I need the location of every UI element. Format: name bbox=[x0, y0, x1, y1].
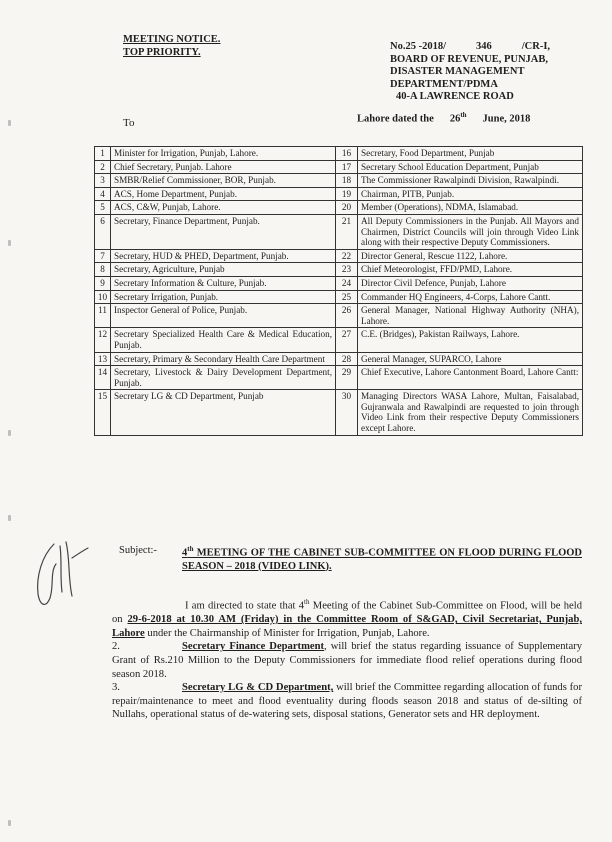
recipient-name: Chief Meteorologist, FFD/PMD, Lahore. bbox=[358, 263, 583, 277]
recipient-number: 12 bbox=[95, 328, 111, 352]
recipient-number: 8 bbox=[95, 263, 111, 277]
recipient-number: 28 bbox=[336, 352, 358, 366]
recipient-name: Managing Directors WASA Lahore, Multan, Faisalabad, Gujranwala and Rawalpindi are requested to join through Video Link from their respective Deputy Commissioners except Lahore. bbox=[358, 390, 583, 435]
recipient-name: Secretary, Agriculture, Punjab bbox=[111, 263, 336, 277]
recipient-number: 9 bbox=[95, 276, 111, 290]
recipient-name: Member (Operations), NDMA, Islamabad. bbox=[358, 201, 583, 215]
table-row bbox=[95, 147, 583, 161]
recipient-number: 13 bbox=[95, 352, 111, 366]
recipient-name: Director Civil Defence, Punjab, Lahore bbox=[358, 276, 583, 290]
recipient-name: Chairman, PITB, Punjab. bbox=[358, 187, 583, 201]
recipient-number: 4 bbox=[95, 187, 111, 201]
scan-mark bbox=[8, 430, 11, 436]
recipient-name: Secretary LG & CD Department, Punjab bbox=[111, 390, 336, 435]
scan-mark bbox=[8, 120, 11, 126]
recipient-number: 22 bbox=[336, 249, 358, 263]
scan-mark bbox=[8, 515, 11, 521]
recipient-number: 23 bbox=[336, 263, 358, 277]
table-row bbox=[95, 201, 583, 215]
notice-line-2: TOP PRIORITY. bbox=[123, 46, 201, 58]
recipient-name: Chief Executive, Lahore Cantonment Board, Lahore Cantt: bbox=[358, 366, 583, 390]
recipient-number: 3 bbox=[95, 174, 111, 188]
notice-line-1: MEETING NOTICE. bbox=[123, 34, 221, 45]
meeting-notice-heading bbox=[123, 34, 220, 59]
recipient-name: Secretary School Education Department, Punjab bbox=[358, 160, 583, 174]
scan-mark bbox=[8, 820, 11, 826]
recipient-name: All Deputy Commissioners in the Punjab. All Mayors and Chairmen, District Councils will join through Video Link along with their respective Deputy Commissioners. bbox=[358, 214, 583, 249]
recipient-name: ACS, Home Department, Punjab. bbox=[111, 187, 336, 201]
subject-text: 4th MEETING OF THE CABINET SUB-COMMITTEE ON FLOOD DURING FLOOD SEASON – 2018 (VIDEO LINK). bbox=[182, 545, 582, 572]
office-line-2: DISASTER MANAGEMENT bbox=[390, 66, 525, 77]
table-row bbox=[95, 304, 583, 328]
recipient-number: 5 bbox=[95, 201, 111, 215]
recipient-name: The Commissioner Rawalpindi Division, Rawalpindi. bbox=[358, 174, 583, 188]
recipient-number: 29 bbox=[336, 366, 358, 390]
finance-department-heading: Secretary Finance Department bbox=[182, 641, 325, 653]
recipient-name: Secretary, Primary & Secondary Health Care Department bbox=[111, 352, 336, 366]
recipient-name: Director General, Rescue 1122, Lahore. bbox=[358, 249, 583, 263]
recipient-number: 14 bbox=[95, 366, 111, 390]
office-line-3: DEPARTMENT/PDMA bbox=[390, 78, 498, 90]
recipient-number: 10 bbox=[95, 290, 111, 304]
recipient-number: 21 bbox=[336, 214, 358, 249]
table-row bbox=[95, 249, 583, 263]
paragraph-2: 2. Secretary Finance Department, will brief the status regarding issuance of Supplementary Grant of Rs.210 Million to the Deputy Commissioners for immediate flood relief operations during flood season 2018. bbox=[112, 641, 582, 680]
table-row bbox=[95, 328, 583, 352]
recipient-number: 1 bbox=[95, 147, 111, 161]
table-row bbox=[95, 290, 583, 304]
recipient-name: Secretary, Food Department, Punjab bbox=[358, 147, 583, 161]
notice-body bbox=[112, 596, 582, 722]
recipient-name: Secretary, Livestock & Dairy Development Department, Punjab. bbox=[111, 366, 336, 390]
scan-mark bbox=[8, 240, 11, 246]
recipient-name: General Manager, SUPARCO, Lahore bbox=[358, 352, 583, 366]
recipient-name: Secretary Information & Culture, Punjab. bbox=[111, 276, 336, 290]
subject-label: Subject:- bbox=[119, 545, 157, 556]
recipient-name: General Manager, National Highway Authority (NHA), Lahore. bbox=[358, 304, 583, 328]
recipient-name: ACS, C&W, Punjab, Lahore. bbox=[111, 201, 336, 215]
to-label: To bbox=[123, 117, 135, 129]
recipient-number: 11 bbox=[95, 304, 111, 328]
recipient-number: 7 bbox=[95, 249, 111, 263]
recipient-name: SMBR/Relief Commissioner, BOR, Punjab. bbox=[111, 174, 336, 188]
recipient-number: 19 bbox=[336, 187, 358, 201]
table-row bbox=[95, 214, 583, 249]
recipient-number: 26 bbox=[336, 304, 358, 328]
recipient-number: 18 bbox=[336, 174, 358, 188]
recipient-number: 25 bbox=[336, 290, 358, 304]
table-row bbox=[95, 390, 583, 435]
recipients-table bbox=[94, 146, 583, 436]
recipient-name: Inspector General of Police, Punjab. bbox=[111, 304, 336, 328]
table-row bbox=[95, 160, 583, 174]
table-row bbox=[95, 276, 583, 290]
meeting-date-venue: 29-6-2018 at 10.30 AM (Friday) in the Committee Room of S&GAD, Civil Secretariat, Punjab, Lahore bbox=[112, 614, 582, 639]
paragraph-1: I am directed to state that 4th Meeting of the Cabinet Sub-Committee on Flood, will be held on 29-6-2018 at 10.30 AM (Friday) in the Committee Room of S&GAD, Civil Secretariat, Punjab, Lahore under the Chairmanship of Minister for Irrigation, Punjab, Lahore. bbox=[112, 598, 582, 639]
recipient-name: Minister for Irrigation, Punjab, Lahore. bbox=[111, 147, 336, 161]
recipient-number: 24 bbox=[336, 276, 358, 290]
recipient-name: Secretary Irrigation, Punjab. bbox=[111, 290, 336, 304]
handwritten-initials bbox=[32, 536, 92, 616]
table-row bbox=[95, 187, 583, 201]
recipient-number: 17 bbox=[336, 160, 358, 174]
table-row bbox=[95, 174, 583, 188]
recipient-number: 6 bbox=[95, 214, 111, 249]
office-address-block bbox=[390, 41, 550, 104]
office-line-1: BOARD OF REVENUE, PUNJAB, bbox=[390, 53, 548, 65]
date-line: Lahore dated the 26th June, 2018 bbox=[357, 111, 531, 125]
recipient-name: C.E. (Bridges), Pakistan Railways, Lahore. bbox=[358, 328, 583, 352]
paragraph-3: 3. Secretary LG & CD Department, will brief the Committee regarding allocation of funds for repair/maintenance to meet and flood eventuality during floods season 2018 and status of de-silting of Nullahs, operational status of de-watering sets, disposal stations, Generator sets and HR deployment. bbox=[112, 682, 582, 721]
recipient-number: 27 bbox=[336, 328, 358, 352]
recipient-name: Secretary, Finance Department, Punjab. bbox=[111, 214, 336, 249]
table-row bbox=[95, 352, 583, 366]
recipient-number: 20 bbox=[336, 201, 358, 215]
recipient-name: Secretary, HUD & PHED, Department, Punjab. bbox=[111, 249, 336, 263]
table-row bbox=[95, 366, 583, 390]
table-row bbox=[95, 263, 583, 277]
recipient-number: 2 bbox=[95, 160, 111, 174]
recipient-name: Commander HQ Engineers, 4-Corps, Lahore Cantt. bbox=[358, 290, 583, 304]
recipient-number: 15 bbox=[95, 390, 111, 435]
lgcd-department-heading: Secretary LG & CD Department, bbox=[182, 682, 334, 694]
recipient-name: Chief Secretary, Punjab. Lahore bbox=[111, 160, 336, 174]
office-line-4: 40-A LAWRENCE ROAD bbox=[396, 91, 514, 102]
recipient-number: 30 bbox=[336, 390, 358, 435]
recipient-name: Secretary Specialized Health Care & Medical Education, Punjab. bbox=[111, 328, 336, 352]
reference-number: No.25 -2018/ 346 /CR-I, bbox=[390, 41, 551, 52]
recipient-number: 16 bbox=[336, 147, 358, 161]
